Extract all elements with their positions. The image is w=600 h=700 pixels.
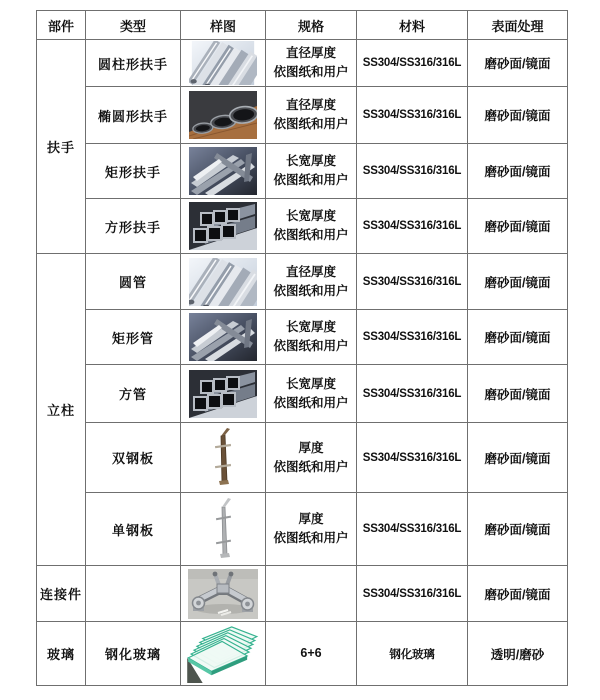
sample-image-cell: [181, 622, 266, 686]
spec-cell: 长宽厚度 依图纸和用户: [266, 144, 357, 199]
sample-image-cell: [181, 87, 266, 144]
square-tubes-photo: [189, 202, 257, 250]
surface-cell: 磨砂面/镜面: [468, 493, 568, 566]
part-group-post: 立柱: [37, 254, 86, 566]
type-cell: 单钢板: [86, 493, 181, 566]
surface-cell: 磨砂面/镜面: [468, 310, 568, 365]
double-steel-post-photo: [204, 427, 242, 489]
sample-image-cell: [181, 254, 266, 310]
column-header-surface: 表面处理: [468, 11, 568, 40]
component-spec-table: [36, 10, 568, 686]
column-header-sample: 样图: [181, 11, 266, 40]
material-cell: SS304/SS316/316L: [357, 199, 468, 254]
table-row: [37, 622, 568, 686]
spec-cell: 直径厚度 依图纸和用户: [266, 87, 357, 144]
material-cell: SS304/SS316/316L: [357, 423, 468, 493]
surface-cell: 磨砂面/镜面: [468, 144, 568, 199]
rect-profiles-photo: [189, 147, 257, 195]
table-row: [37, 310, 568, 365]
type-cell: 钢化玻璃: [86, 622, 181, 686]
column-header-material: 材料: [357, 11, 468, 40]
type-cell: 椭圆形扶手: [86, 87, 181, 144]
surface-cell: 磨砂面/镜面: [468, 254, 568, 310]
table-row: [37, 493, 568, 566]
table-row: [37, 566, 568, 622]
tempered-glass-photo: [186, 625, 260, 683]
spec-cell: [266, 566, 357, 622]
table-row: [37, 144, 568, 199]
material-cell: SS304/SS316/316L: [357, 310, 468, 365]
type-cell: 方管: [86, 365, 181, 423]
sample-image-cell: [181, 199, 266, 254]
table-row: [37, 87, 568, 144]
table-row: [37, 365, 568, 423]
square-tubes-photo: [189, 370, 257, 418]
type-cell: [86, 566, 181, 622]
sample-image-cell: [181, 310, 266, 365]
sample-image-cell: [181, 566, 266, 622]
material-cell: SS304/SS316/316L: [357, 493, 468, 566]
surface-cell: 磨砂面/镜面: [468, 423, 568, 493]
round-tubes-photo: [189, 41, 257, 85]
type-cell: 双钢板: [86, 423, 181, 493]
table-row: [37, 199, 568, 254]
spec-cell: 长宽厚度 依图纸和用户: [266, 365, 357, 423]
spec-cell: 长宽厚度 依图纸和用户: [266, 199, 357, 254]
table-row: [37, 423, 568, 493]
column-header-spec: 规格: [266, 11, 357, 40]
sample-image-cell: [181, 40, 266, 87]
sample-image-cell: [181, 365, 266, 423]
material-cell: SS304/SS316/316L: [357, 365, 468, 423]
spec-cell: 厚度 依图纸和用户: [266, 423, 357, 493]
type-cell: 圆柱形扶手: [86, 40, 181, 87]
type-cell: 矩形管: [86, 310, 181, 365]
surface-cell: 透明/磨砂: [468, 622, 568, 686]
type-cell: 方形扶手: [86, 199, 181, 254]
spec-cell: 直径厚度 依图纸和用户: [266, 40, 357, 87]
material-cell: SS304/SS316/316L: [357, 144, 468, 199]
round-tubes-photo: [189, 258, 257, 306]
spec-cell: 长宽厚度 依图纸和用户: [266, 310, 357, 365]
table-row: [37, 40, 568, 87]
surface-cell: 磨砂面/镜面: [468, 40, 568, 87]
sample-image-cell: [181, 493, 266, 566]
surface-cell: 磨砂面/镜面: [468, 566, 568, 622]
table-row: [37, 254, 568, 310]
spec-cell: 6+6: [266, 622, 357, 686]
spec-cell: 厚度 依图纸和用户: [266, 493, 357, 566]
type-cell: 矩形扶手: [86, 144, 181, 199]
surface-cell: 磨砂面/镜面: [468, 199, 568, 254]
connector-fitting-photo: [188, 569, 258, 619]
single-steel-post-photo: [203, 497, 243, 561]
material-cell: SS304/SS316/316L: [357, 87, 468, 144]
column-header-type: 类型: [86, 11, 181, 40]
spec-cell: 直径厚度 依图纸和用户: [266, 254, 357, 310]
type-cell: 圆管: [86, 254, 181, 310]
surface-cell: 磨砂面/镜面: [468, 87, 568, 144]
part-group-connector: 连接件: [37, 566, 86, 622]
sample-image-cell: [181, 423, 266, 493]
oval-tubes-photo: [189, 91, 257, 139]
surface-cell: 磨砂面/镜面: [468, 365, 568, 423]
sample-image-cell: [181, 144, 266, 199]
part-group-glass: 玻璃: [37, 622, 86, 686]
part-group-handrail: 扶手: [37, 40, 86, 254]
material-cell: SS304/SS316/316L: [357, 254, 468, 310]
material-cell: 钢化玻璃: [357, 622, 468, 686]
material-cell: SS304/SS316/316L: [357, 566, 468, 622]
material-cell: SS304/SS316/316L: [357, 40, 468, 87]
rect-profiles-photo: [189, 313, 257, 361]
column-header-part: 部件: [37, 11, 86, 40]
header-row: [37, 11, 568, 40]
